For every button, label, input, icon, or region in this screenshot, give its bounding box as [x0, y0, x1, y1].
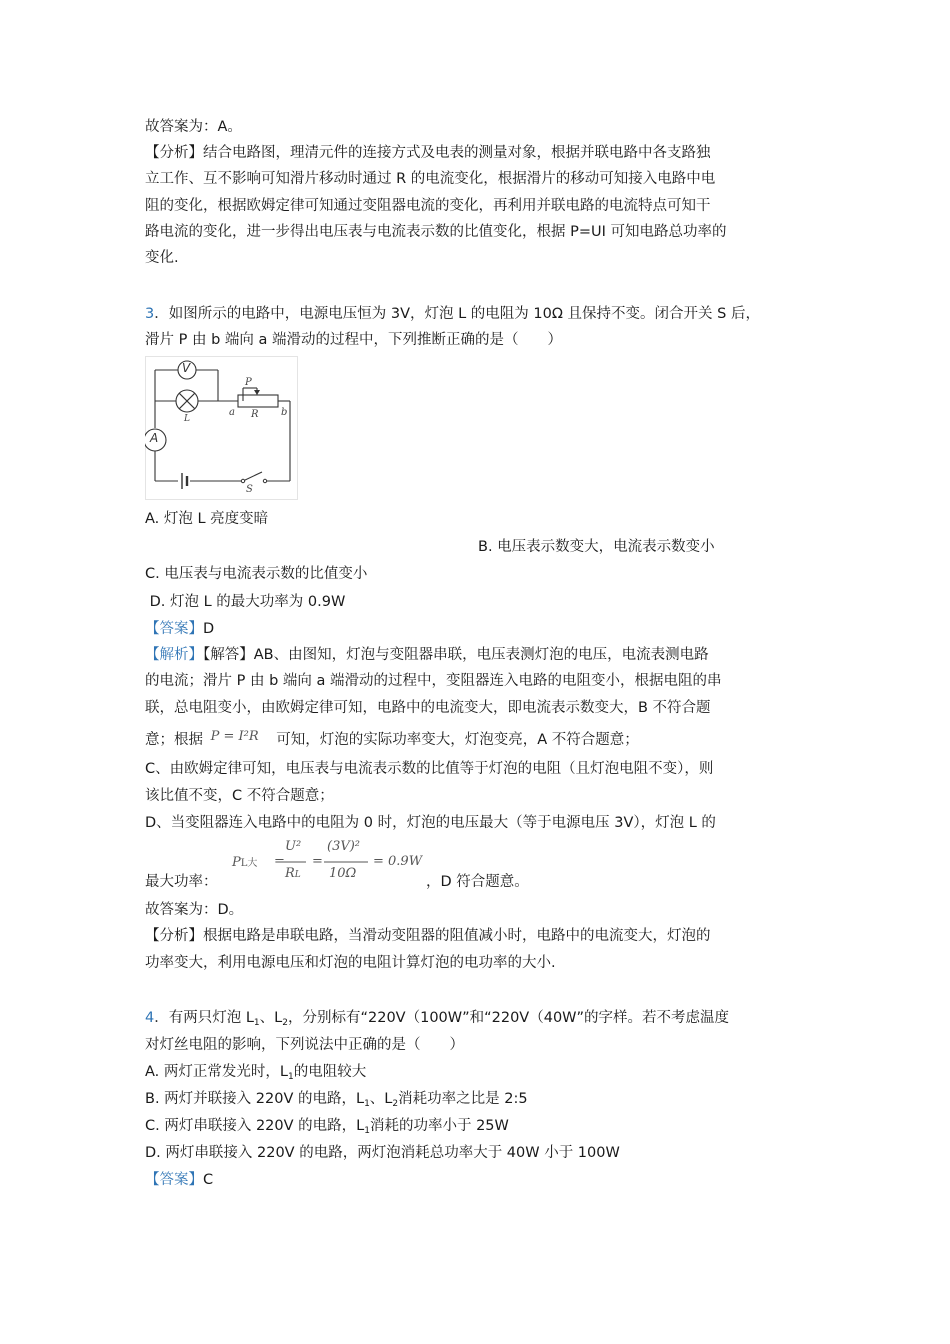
analysis-tag: 【解析】 [145, 647, 203, 663]
subscript: 1 [364, 1126, 370, 1136]
q3-solution-line [145, 727, 810, 753]
terminal-b-label: b [281, 407, 288, 418]
q4-stem-text: ，分别标有“220V（100W”和“220V（40W”的字样。若不考虑温度 [287, 1010, 730, 1026]
q3-answer-line [145, 616, 810, 642]
formula-num2: (3V)² [327, 839, 361, 854]
q3-solution-line: D、当变阻器连入电路中的电阻为 0 时，灯泡的电压最大（等于电源电压 3V），灯泡 L 的 [145, 815, 716, 831]
q3-solution-line: 该比值不变，C 不符合题意； [145, 788, 334, 804]
lamp-label: L [184, 414, 190, 424]
p2-analysis-line: 阻的变化，根据欧姆定律可知通过变阻器电流的变化，再利用并联电路的电流特点可知干 [145, 198, 711, 214]
p2-analysis-line: 变化. [145, 250, 179, 266]
q3-option-b: B. 电压表示数变大，电流表示数变小 [478, 539, 715, 555]
resistor-label: R [251, 409, 259, 420]
option-text: C. 两灯串联接入 220V 的电路，L [145, 1118, 365, 1134]
q4-stem-line: 对灯丝电阻的影响，下列说法中正确的是（ ） [145, 1037, 464, 1053]
subscript: 2 [282, 1018, 288, 1028]
option-text: 消耗的功率小于 25W [369, 1118, 509, 1134]
q3-stem-text: ．如图所示的电路中，电源电压恒为 3V，灯泡 L 的电阻为 10Ω 且保持不变。闭合开关 S 后， [154, 306, 760, 322]
option-text: 的电阻较大 [293, 1064, 367, 1080]
subscript: 1 [253, 1018, 260, 1028]
q4-stem-text: ．有两只灯泡 L [154, 1010, 254, 1026]
answer-value: D [203, 621, 215, 637]
formula-den1: R [285, 866, 295, 881]
q3-solution-line: C、由欧姆定律可知，电压表与电流表示数的比值等于灯泡的电阻（且灯泡电阻不变），则 [145, 761, 714, 777]
max-power-suffix: ，D 符合题意。 [426, 874, 529, 890]
power-formula: P = I²R [210, 729, 259, 744]
terminal-a-label: a [229, 407, 235, 418]
formula-lhs-sub: L大 [240, 858, 258, 869]
subscript: 1 [287, 1072, 294, 1082]
p2-analysis-line: 路电流的变化，进一步得出电压表与电流表示数的比值变化，根据 P=UI 可知电路总功率的 [145, 224, 727, 240]
q3-number: 3 [145, 306, 155, 322]
q4-number: 4 [145, 1010, 155, 1026]
q3-final-answer: 故答案为：D。 [145, 902, 244, 918]
q3-solution-line: 联，总电阻变小，由欧姆定律可知，电路中的电流变大，即电流表示数变大，B 不符合题 [145, 700, 711, 716]
q3-stem-line [145, 301, 810, 327]
option-text: A. 两灯正常发光时，L [145, 1064, 288, 1080]
circuit-diagram [145, 356, 298, 500]
subscript: 2 [392, 1099, 399, 1109]
q3-solution-text: 【解答】AB、由图知，灯泡与变阻器串联，电压表测灯泡的电压，电流表测电路 [203, 647, 709, 663]
slider-p-label: P [245, 377, 252, 388]
formula-num1: U² [285, 839, 302, 854]
answer-tag: 【答案】 [145, 1172, 203, 1188]
formula-den1-sub: L [294, 870, 301, 880]
p2-analysis-line: 立工作、互不影响可知滑片移动时通过 R 的电流变化，根据滑片的移动可知接入电路中电 [145, 171, 716, 187]
option-text: 消耗功率之比是 2:5 [398, 1091, 528, 1107]
subscript: 1 [364, 1099, 370, 1109]
formula-suffix: 可知，灯泡的实际功率变大，灯泡变亮，A 不符合题意； [276, 732, 639, 748]
switch-label: S [246, 484, 253, 495]
answer-tag: 【答案】 [145, 621, 203, 637]
q4-answer-line [145, 1167, 810, 1193]
formula-result: = 0.9W [373, 854, 423, 869]
q3-solution-line: 的电流；滑片 P 由 b 端向 a 端滑动的过程中，变阻器连入电路的电阻变小，根据电阻的串 [145, 673, 722, 689]
formula-den2: 10Ω [329, 866, 357, 881]
q3-option-c: C. 电压表与电流表示数的比值变小 [145, 566, 368, 582]
ammeter-label: A [150, 431, 159, 445]
q3-option-d: D. 灯泡 L 的最大功率为 0.9W [145, 594, 346, 610]
option-text: B. 两灯并联接入 220V 的电路，L [145, 1091, 365, 1107]
formula-lhs: P [232, 855, 241, 870]
p2-answer-line: 故答案为：A。 [145, 119, 242, 135]
q4-option-d: D. 两灯串联接入 220V 的电路，两灯泡消耗总功率大于 40W 小于 100W [145, 1145, 620, 1161]
q3-stem-line: 滑片 P 由 b 端向 a 端滑动的过程中，下列推断正确的是（ ） [145, 332, 562, 348]
max-power-prefix: 最大功率： [145, 874, 218, 890]
q3-solution-line [145, 642, 810, 668]
q3-analysis-line: 【分析】根据电路是串联电路，当滑动变阻器的阻值减小时，电路中的电流变大，灯泡的 [145, 928, 711, 944]
answer-value: C [203, 1172, 214, 1188]
q3-analysis-line: 功率变大，利用电源电压和灯泡的电阻计算灯泡的电功率的大小. [145, 955, 556, 971]
max-power-formula [230, 836, 426, 892]
formula-prefix: 意；根据 [145, 732, 203, 748]
q4-stem-text: 、L [259, 1010, 283, 1026]
option-text: 、L [369, 1091, 393, 1107]
formula-equals: = [274, 854, 285, 869]
q3-option-a: A. 灯泡 L 亮度变暗 [145, 511, 269, 527]
voltmeter-label: V [182, 361, 191, 375]
p2-analysis-line: 【分析】结合电路图，理清元件的连接方式及电表的测量对象，根据并联电路中各支路独 [145, 145, 711, 161]
formula-equals-2: = [312, 854, 323, 869]
